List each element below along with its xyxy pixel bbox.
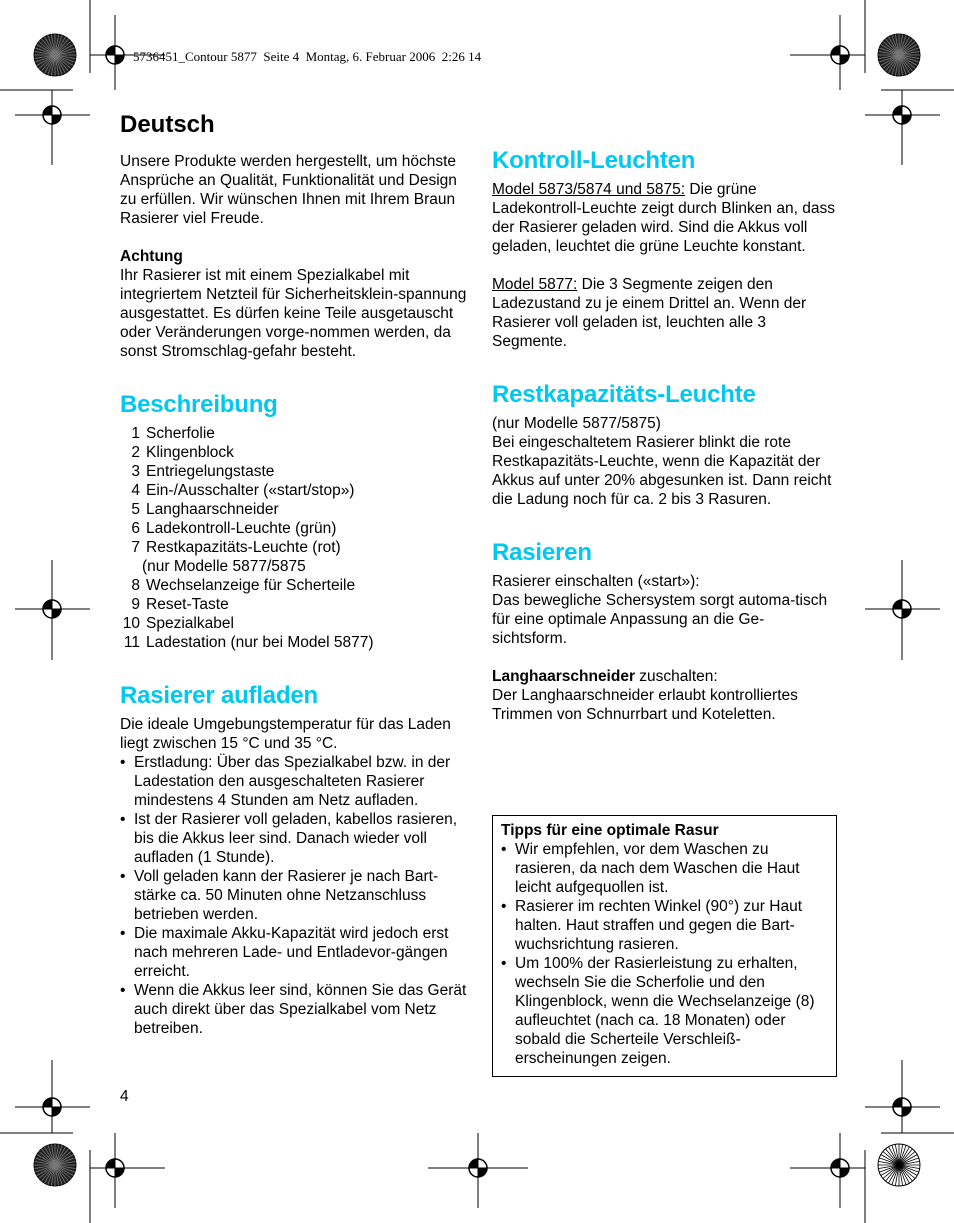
- item-label: Reset-Taste: [146, 596, 229, 613]
- item-label: Klingenblock: [146, 444, 234, 461]
- item-label: Entriegelungstaste: [146, 463, 275, 480]
- item-label: Spezialkabel: [146, 615, 234, 632]
- model-label: Model 5873/5874 und 5875:: [492, 181, 686, 198]
- aufladen-bullet: • Ist der Rasierer voll geladen, kabellos rasieren, bis die Akkus leer sind. Danach wieder voll aufladen (1 Stunde).: [120, 810, 470, 867]
- item-label: Ladekontroll-Leuchte (grün): [146, 520, 337, 537]
- rasieren-text-1: Rasierer einschalten («start»):: [492, 573, 700, 590]
- aufladen-list: [120, 753, 470, 1038]
- item-number: 10: [122, 615, 140, 632]
- beschreibung-item: [120, 595, 470, 614]
- beschreibung-list: [120, 424, 470, 652]
- beschreibung-item: [120, 500, 470, 519]
- item-label: Scherfolie: [146, 425, 215, 442]
- item-label: Restkapazitäts-Leuchte (rot): [146, 539, 341, 556]
- item-number: 4: [131, 482, 140, 499]
- aufladen-intro: Die ideale Umgebungstemperatur für das Laden liegt zwischen 15 °C und 35 °C.: [120, 716, 451, 752]
- achtung-text: Ihr Rasierer ist mit einem Spezialkabel mit integriertem Netzteil für Sicherheitsklein-spannung ausgestattet. Es dürfen keine Teile ausgetauscht oder Veränderungen vorge-nommen werden, da sonst Stromschlag-gefahr besteht.: [120, 267, 467, 360]
- beschreibung-item: [120, 462, 470, 481]
- tip-item: • Wir empfehlen, vor dem Waschen zu rasieren, da nach dem Waschen die Haut leicht aufgequollen ist.: [501, 840, 827, 897]
- tips-heading: Tipps für eine optimale Rasur: [501, 822, 719, 839]
- kontroll-model2: [492, 275, 837, 351]
- beschreibung-item: [120, 576, 470, 595]
- item-label: (nur Modelle 5877/5875: [142, 558, 306, 575]
- beschreibung-item: [120, 538, 470, 557]
- item-number: 8: [131, 577, 140, 594]
- item-number: 1: [131, 425, 140, 442]
- langhaar-line: [492, 667, 837, 686]
- beschreibung-item: [120, 481, 470, 500]
- beschreibung-item: [120, 633, 470, 652]
- rasieren-heading: Rasieren: [492, 539, 592, 566]
- rest-text-2: Bei eingeschaltetem Rasierer blinkt die rote Restkapazitäts-Leuchte, wenn die Kapazität der Akkus auf unter 20% abgesunken ist. Dann reicht die Ladung noch für ca. 2 bis 3 Rasuren.: [492, 434, 832, 508]
- beschreibung-item: [120, 443, 470, 462]
- aufladen-bullet: • Wenn die Akkus leer sind, können Sie das Gerät auch direkt über das Spezialkabel vom Netz betreiben.: [120, 981, 470, 1038]
- beschreibung-item: [120, 557, 470, 576]
- item-number: 7: [131, 539, 140, 556]
- beschreibung-heading: Beschreibung: [120, 391, 278, 418]
- item-label: Wechselanzeige für Scherteile: [146, 577, 356, 594]
- item-number: 5: [131, 501, 140, 518]
- page-title: Deutsch: [120, 111, 215, 138]
- item-number: 6: [131, 520, 140, 537]
- aufladen-bullet: • Erstladung: Über das Spezialkabel bzw. in der Ladestation den ausgeschalteten Rasierer mindestens 4 Stunden am Netz aufladen.: [120, 753, 470, 810]
- tips-list: [501, 840, 827, 1068]
- item-label: Langhaarschneider: [146, 501, 279, 518]
- beschreibung-item: [120, 519, 470, 538]
- print-slug: 5736451_Contour 5877 Seite 4 Montag, 6. Februar 2006 2:26 14: [133, 49, 482, 64]
- beschreibung-item: [120, 424, 470, 443]
- right-column: [492, 146, 837, 724]
- langhaar-label: Langhaarschneider: [492, 668, 635, 685]
- item-label: Ein-/Ausschalter («start/stop»): [146, 482, 355, 499]
- rest-heading: Restkapazitäts-Leuchte: [492, 381, 756, 408]
- tip-item: • Rasierer im rechten Winkel (90°) zur Haut halten. Haut straffen und gegen die Bart-wuchsrichtung rasieren.: [501, 897, 827, 954]
- item-number: 3: [131, 463, 140, 480]
- page-number: 4: [120, 1088, 129, 1105]
- item-number: 2: [131, 444, 140, 461]
- achtung-heading: Achtung: [120, 248, 183, 265]
- kontroll-model1: [492, 180, 837, 256]
- tips-box: [492, 815, 837, 1077]
- beschreibung-item: [120, 614, 470, 633]
- item-number: 9: [131, 596, 140, 613]
- aufladen-bullet: • Die maximale Akku-Kapazität wird jedoch erst nach mehreren Lade- und Entladevor-gängen erreicht.: [120, 924, 470, 981]
- model-text: Die grüne Ladekontroll-Leuchte zeigt durch Blinken an, dass der Rasierer geladen wird. Sind die Akkus voll geladen, leuchtet die grüne Leuchte konstant.: [492, 181, 835, 255]
- rasieren-text-2: Das bewegliche Schersystem sorgt automa-tisch für eine optimale Anpassung an die Ge-sichtsform.: [492, 592, 828, 647]
- tip-item: • Um 100% der Rasierleistung zu erhalten, wechseln Sie die Scherfolie und den Klingenblock, wenn die Wechselanzeige (8) aufleuchtet (nach ca. 18 Monaten) oder sobald die Scherteile Verschleiß-erscheinungen zeigen.: [501, 954, 827, 1068]
- langhaar-suffix: zuschalten:: [635, 668, 718, 685]
- aufladen-bullet: • Voll geladen kann der Rasierer je nach Bart-stärke ca. 50 Minuten ohne Netzanschluss betrieben werden.: [120, 867, 470, 924]
- intro-text: Unsere Produkte werden hergestellt, um höchste Ansprüche an Qualität, Funktionalität und Design zu erfüllen. Wir wünschen Ihnen mit Ihrem Braun Rasierer viel Freude.: [120, 153, 457, 227]
- aufladen-heading: Rasierer aufladen: [120, 682, 319, 709]
- item-label: Ladestation (nur bei Model 5877): [146, 634, 374, 651]
- langhaar-text: Der Langhaarschneider erlaubt kontrolliertes Trimmen von Schnurrbart und Koteletten.: [492, 687, 798, 723]
- model-label: Model 5877:: [492, 276, 578, 293]
- item-number: [120, 557, 136, 576]
- rest-text-1: (nur Modelle 5877/5875): [492, 415, 661, 432]
- item-number: 11: [123, 634, 140, 651]
- model-text: Die 3 Segmente zeigen den Ladezustand zu je einem Drittel an. Wenn der Rasierer voll geladen ist, leuchten alle 3 Segmente.: [492, 276, 807, 350]
- kontroll-heading: Kontroll-Leuchten: [492, 147, 696, 174]
- left-column: [120, 108, 470, 1038]
